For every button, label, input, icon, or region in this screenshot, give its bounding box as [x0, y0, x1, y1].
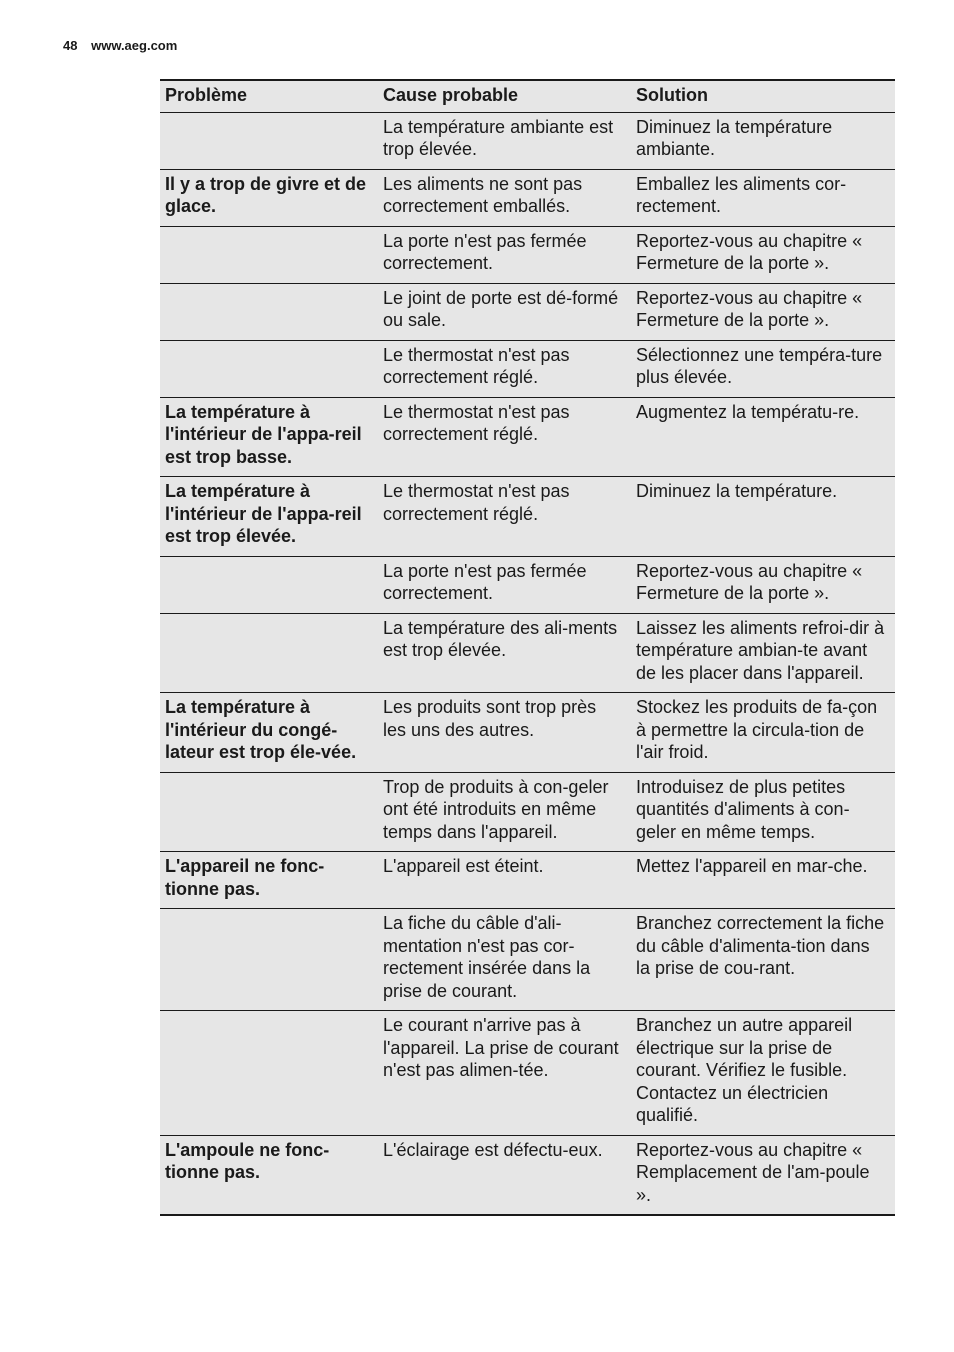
problem-cell: Il y a trop de givre et de glace.: [160, 169, 378, 226]
problem-cell: L'ampoule ne fonc-tionne pas.: [160, 1135, 378, 1215]
solution-cell: Diminuez la température.: [631, 477, 895, 557]
solution-cell: Mettez l'appareil en mar-che.: [631, 852, 895, 909]
table-row: [160, 909, 895, 1011]
problem-cell: [160, 909, 378, 1011]
cause-cell: Le thermostat n'est pas correctement réglé.: [378, 397, 631, 477]
solution-cell: Laissez les aliments refroi-dir à température ambian-te avant de les placer dans l'appareil.: [631, 613, 895, 693]
solution-cell: Reportez-vous au chapitre « Fermeture de la porte ».: [631, 226, 895, 283]
solution-cell: Sélectionnez une tempéra-ture plus élevée.: [631, 340, 895, 397]
problem-cell: [160, 1011, 378, 1136]
table-header-row: [160, 80, 895, 112]
problem-cell: La température à l'intérieur de l'appa-reil est trop basse.: [160, 397, 378, 477]
table-row: [160, 169, 895, 226]
cause-cell: Le thermostat n'est pas correctement réglé.: [378, 340, 631, 397]
table-row: [160, 1135, 895, 1215]
solution-cell: Diminuez la température ambiante.: [631, 112, 895, 169]
table-row: [160, 1011, 895, 1136]
solution-cell: Reportez-vous au chapitre « Remplacement de l'am-poule ».: [631, 1135, 895, 1215]
problem-cell: [160, 340, 378, 397]
website-link[interactable]: www.aeg.com: [91, 38, 178, 53]
problem-cell: [160, 613, 378, 693]
table-row: [160, 397, 895, 477]
table-row: [160, 852, 895, 909]
table-row: [160, 340, 895, 397]
solution-cell: Stockez les produits de fa-çon à permettre la circula-tion de l'air froid.: [631, 693, 895, 773]
cause-cell: Les produits sont trop près les uns des autres.: [378, 693, 631, 773]
page-number: 48: [63, 38, 78, 53]
table-body: [160, 112, 895, 1215]
problem-cell: [160, 226, 378, 283]
column-header-cause: Cause probable: [378, 80, 631, 112]
problem-cell: [160, 283, 378, 340]
solution-cell: Augmentez la températu-re.: [631, 397, 895, 477]
cause-cell: La température ambiante est trop élevée.: [378, 112, 631, 169]
table-row: [160, 693, 895, 773]
cause-cell: La porte n'est pas fermée correctement.: [378, 226, 631, 283]
solution-cell: Reportez-vous au chapitre « Fermeture de la porte ».: [631, 283, 895, 340]
problem-cell: [160, 112, 378, 169]
table-row: [160, 772, 895, 852]
cause-cell: Le courant n'arrive pas à l'appareil. La prise de courant n'est pas alimen-tée.: [378, 1011, 631, 1136]
problem-cell: La température à l'intérieur du congé-lateur est trop éle-vée.: [160, 693, 378, 773]
column-header-solution: Solution: [631, 80, 895, 112]
table-row: [160, 112, 895, 169]
solution-cell: Introduisez de plus petites quantités d'aliments à con-geler en même temps.: [631, 772, 895, 852]
cause-cell: Le thermostat n'est pas correctement réglé.: [378, 477, 631, 557]
cause-cell: La fiche du câble d'ali-mentation n'est pas cor-rectement insérée dans la prise de courant.: [378, 909, 631, 1011]
cause-cell: Les aliments ne sont pas correctement emballés.: [378, 169, 631, 226]
cause-cell: La température des ali-ments est trop élevée.: [378, 613, 631, 693]
page-header: [63, 38, 177, 53]
cause-cell: La porte n'est pas fermée correctement.: [378, 556, 631, 613]
table-row: [160, 283, 895, 340]
table-row: [160, 477, 895, 557]
table-row: [160, 556, 895, 613]
cause-cell: Trop de produits à con-geler ont été introduits en même temps dans l'appareil.: [378, 772, 631, 852]
solution-cell: Emballez les aliments cor-rectement.: [631, 169, 895, 226]
cause-cell: Le joint de porte est dé-formé ou sale.: [378, 283, 631, 340]
problem-cell: [160, 772, 378, 852]
solution-cell: Branchez un autre appareil électrique sur la prise de courant. Vérifiez le fusible. Contactez un électricien qualifié.: [631, 1011, 895, 1136]
solution-cell: Reportez-vous au chapitre « Fermeture de la porte ».: [631, 556, 895, 613]
column-header-problem: Problème: [160, 80, 378, 112]
problem-cell: La température à l'intérieur de l'appa-reil est trop élevée.: [160, 477, 378, 557]
problem-cell: [160, 556, 378, 613]
cause-cell: L'appareil est éteint.: [378, 852, 631, 909]
problem-cell: L'appareil ne fonc-tionne pas.: [160, 852, 378, 909]
table-row: [160, 613, 895, 693]
troubleshooting-table: [160, 79, 895, 1216]
cause-cell: L'éclairage est défectu-eux.: [378, 1135, 631, 1215]
table-row: [160, 226, 895, 283]
solution-cell: Branchez correctement la fiche du câble d'alimenta-tion dans la prise de cou-rant.: [631, 909, 895, 1011]
